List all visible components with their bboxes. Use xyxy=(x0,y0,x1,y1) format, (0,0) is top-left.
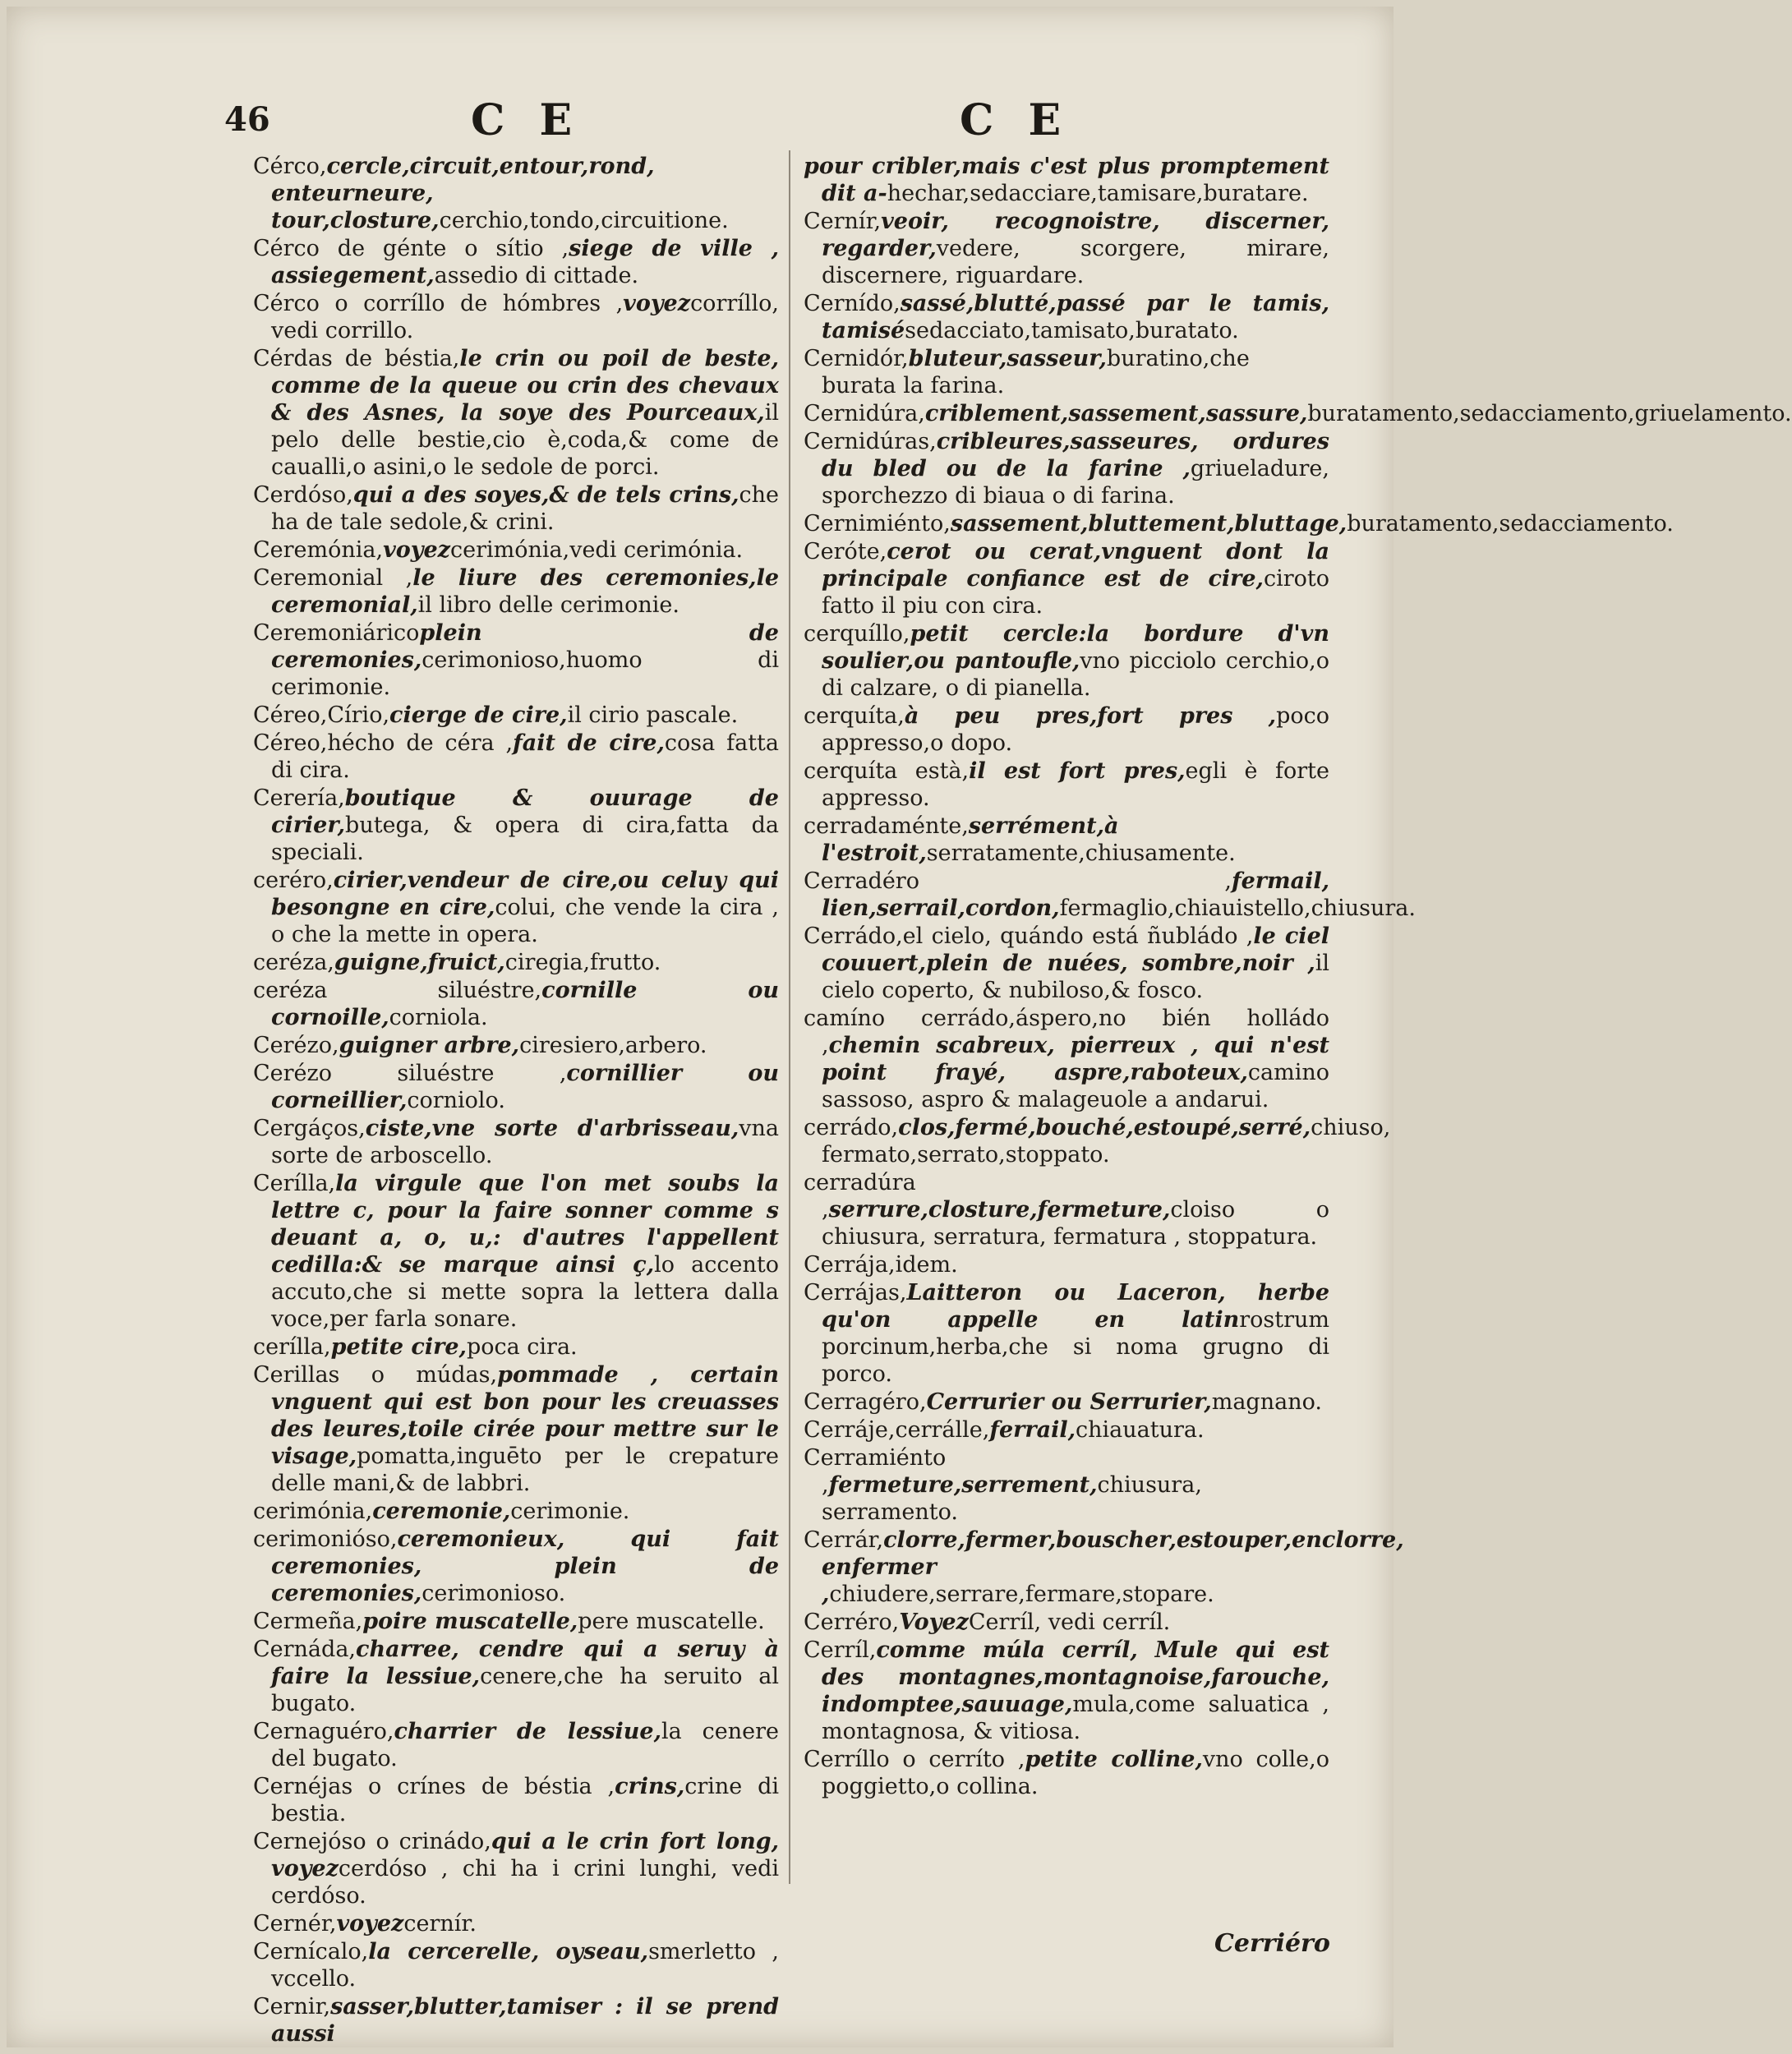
french-gloss: charree, cendre qui a seruy à faire la lessiue, xyxy=(271,1637,779,1689)
dictionary-entry xyxy=(804,428,1329,509)
headword: Cernidúras, xyxy=(804,429,937,454)
french-gloss: cirier,vendeur de cire,ou celuy qui besongne en cire, xyxy=(271,868,779,920)
french-gloss: pommade , certain vnguent qui est bon pour les creuasses des leures,toile cirée pour mettre sur le visage, xyxy=(271,1362,779,1469)
headword: Ceremónia, xyxy=(253,537,384,563)
headword: Cerrádo,el cielo, quándo está ñubládo , xyxy=(804,923,1254,949)
headword: Cernéjas o crínes de béstia , xyxy=(253,1774,615,1799)
left-column xyxy=(253,153,779,2048)
italian-gloss: rostrum porcinum,herba,che si noma grugno di porco. xyxy=(822,1307,1329,1387)
headword: Cernaguéro, xyxy=(253,1719,394,1744)
french-gloss: le ciel couuert,plein de nuées, sombre,noir , xyxy=(822,923,1329,976)
running-head-right: C E xyxy=(960,95,1071,145)
dictionary-entry xyxy=(253,564,779,619)
italian-gloss: griueladure, sporchezzo di biaua o di farina. xyxy=(822,456,1329,509)
french-gloss: bluteur,sasseur, xyxy=(908,346,1107,371)
dictionary-entry xyxy=(804,813,1329,867)
italian-gloss: vedere, scorgere, mirare, discernere, riguardare. xyxy=(822,236,1329,288)
dictionary-entry xyxy=(253,1526,779,1607)
headword: ceréro, xyxy=(253,868,334,893)
headword: Cernir, xyxy=(253,1994,331,2019)
headword: Cerrár, xyxy=(804,1527,884,1553)
headword: Cerería, xyxy=(253,785,345,811)
dictionary-entry xyxy=(253,1498,779,1525)
italian-gloss: ciroto fatto il piu con cira. xyxy=(822,566,1329,619)
italian-gloss: idem. xyxy=(895,1252,958,1278)
headword: Ceróte, xyxy=(804,539,887,564)
italian-gloss: fermaglio,chiauistello,chiusura. xyxy=(1059,896,1416,921)
dictionary-entry xyxy=(253,1115,779,1169)
headword: Cerradéro , xyxy=(804,868,1232,894)
headword: Cérco o corríllo de hómbres , xyxy=(253,291,624,316)
dictionary-entry xyxy=(804,1609,1329,1636)
italian-gloss: cerimonioso. xyxy=(422,1581,566,1606)
french-gloss: cierge de cire, xyxy=(389,702,568,728)
italian-gloss: buratino,che burata la farina. xyxy=(822,346,1250,398)
italian-gloss: poca cira. xyxy=(466,1334,578,1360)
dictionary-entry xyxy=(253,1608,779,1635)
headword: Cerillas o múdas, xyxy=(253,1362,498,1388)
running-head-left: C E xyxy=(471,95,583,145)
dictionary-entry xyxy=(253,1361,779,1497)
dictionary-entry xyxy=(804,868,1416,922)
french-gloss: fermeture,serrement, xyxy=(828,1472,1098,1498)
french-gloss: siege de ville , assiegement, xyxy=(271,236,779,288)
french-gloss: la virgule que l'on met soubs la lettre c, pour la faire sonner comme s deuant a, o, u,: d'autres l'appellent cedilla:& se marque ainsi ç, xyxy=(271,1171,779,1278)
french-gloss: il est fort pres, xyxy=(969,758,1186,784)
french-gloss: fait de cire, xyxy=(513,730,665,756)
dictionary-entry xyxy=(253,702,779,729)
headword: cerquíta està, xyxy=(804,758,970,784)
headword: cerrádo, xyxy=(804,1115,899,1140)
headword: camíno cerrádo,áspero,no bién holládo , xyxy=(804,1006,1329,1058)
headword: Cerramiénto , xyxy=(804,1445,947,1498)
book-page xyxy=(7,7,1792,2047)
dictionary-entry xyxy=(804,1251,1329,1278)
french-gloss: à peu pres,fort pres , xyxy=(904,703,1277,729)
french-gloss: fermail, lien,serrail,cordon, xyxy=(822,868,1329,921)
french-gloss: ceremonie, xyxy=(372,1499,511,1524)
headword: Cerríl, xyxy=(804,1637,877,1663)
headword: cerimónia, xyxy=(253,1499,373,1524)
italian-gloss: corniolo. xyxy=(407,1088,505,1113)
dictionary-entry xyxy=(253,1032,779,1059)
french-gloss: qui a des soyes,& de tels crins, xyxy=(352,482,739,508)
french-gloss: cornillier ou corneillier, xyxy=(271,1061,779,1113)
headword: Cérdas de béstia, xyxy=(253,346,460,371)
dictionary-entry xyxy=(804,400,1792,427)
french-gloss: qui a le crin fort long, voyez xyxy=(271,1829,779,1881)
italian-gloss: il libro delle cerimonie. xyxy=(417,592,679,618)
italian-gloss: cernír. xyxy=(403,1911,477,1937)
french-gloss: la cercerelle, oyseau, xyxy=(368,1939,649,1964)
headword: cerimonióso, xyxy=(253,1527,398,1552)
dictionary-entry xyxy=(804,290,1329,344)
dictionary-entry xyxy=(253,290,779,344)
column-divider xyxy=(789,150,790,1884)
italian-gloss: cerimonioso,huomo di cerimonie. xyxy=(271,647,779,700)
french-gloss: cerot ou cerat,vnguent dont la principale confiance est de cire, xyxy=(822,539,1329,592)
italian-gloss: buratamento,sedacciamento. xyxy=(1347,511,1674,537)
italian-gloss: pere muscatelle. xyxy=(578,1609,765,1634)
italian-gloss: sedacciato,tamisato,buratato. xyxy=(905,318,1239,343)
headword: cerquíllo, xyxy=(804,621,910,647)
dictionary-entry xyxy=(253,1718,779,1772)
french-gloss: cornille ou cornoille, xyxy=(271,978,780,1030)
italian-gloss: che ha de tale sedole,& crini. xyxy=(271,482,779,535)
french-gloss: le liure des ceremonies,le ceremonial, xyxy=(271,565,780,618)
dictionary-entry xyxy=(804,1114,1391,1168)
italian-gloss: lo accento accuto,che si mette sopra la lettera dalla voce,per farla sonare. xyxy=(271,1252,779,1332)
dictionary-entry xyxy=(253,785,779,866)
dictionary-entry xyxy=(804,1005,1329,1113)
french-gloss: cercle,circuit,entour,rond, enteurneure, tour,closture, xyxy=(271,154,655,233)
italian-gloss: chiuso, fermato,serrato,stoppato. xyxy=(822,1115,1391,1167)
headword: Cerragéro, xyxy=(804,1389,927,1415)
dictionary-entry xyxy=(253,235,779,289)
french-gloss: Cerrurier ou Serrurier, xyxy=(926,1389,1212,1415)
dictionary-entry xyxy=(253,153,779,234)
french-gloss: veoir, recognoistre, discerner, regarder, xyxy=(822,209,1329,261)
headword: Cerrája, xyxy=(804,1252,896,1278)
dictionary-entry xyxy=(804,208,1329,289)
italian-gloss: cosa fatta di cira. xyxy=(271,730,779,783)
dictionary-entry xyxy=(253,1938,779,1992)
italian-gloss: colui, che vende la cira , o che la mette in opera. xyxy=(271,895,779,947)
page-number: 46 xyxy=(224,100,270,139)
dictionary-entry xyxy=(253,1828,779,1909)
french-gloss: cribleures,sasseures, ordures du bled ou de la farine , xyxy=(822,429,1329,481)
dictionary-entry xyxy=(253,949,779,976)
dictionary-entry xyxy=(804,923,1329,1004)
italian-gloss: egli è forte appresso. xyxy=(822,758,1329,811)
headword: cerradaménte, xyxy=(804,813,969,839)
headword: cerílla, xyxy=(253,1334,331,1360)
dictionary-entry xyxy=(253,481,779,536)
page-header xyxy=(7,95,1394,153)
headword: Cergáços, xyxy=(253,1116,366,1141)
dictionary-entry xyxy=(804,1389,1329,1416)
italian-gloss: cerimonie. xyxy=(510,1499,630,1524)
french-gloss: guigne,fruict, xyxy=(334,950,505,975)
french-gloss: comme múla cerríl, Mule qui est des montagnes,montagnoise,farouche, indomptee,sauuage, xyxy=(822,1637,1329,1717)
headword: Cerríllo o cerríto , xyxy=(804,1747,1025,1772)
headword: Cerílla, xyxy=(253,1171,336,1196)
dictionary-entry xyxy=(253,1170,779,1333)
french-gloss: ciste,vne sorte d'arbrisseau, xyxy=(365,1116,739,1141)
dictionary-entry xyxy=(804,1746,1329,1800)
french-gloss: guigner arbre, xyxy=(339,1033,520,1058)
italian-gloss: camino sassoso, aspro & malageuole a andarui. xyxy=(822,1060,1329,1112)
dictionary-entry xyxy=(253,867,779,948)
italian-gloss: pomatta,inguēto per le crepature delle mani,& de labbri. xyxy=(271,1444,779,1496)
french-gloss: plein de ceremonies, xyxy=(271,620,779,673)
italian-gloss: serratamente,chiusamente. xyxy=(926,840,1236,866)
italian-gloss: magnano. xyxy=(1211,1389,1322,1415)
headword: Cernído, xyxy=(804,291,901,316)
dictionary-entry xyxy=(804,758,1329,812)
dictionary-entry xyxy=(253,1993,779,2047)
italian-gloss: Cerríl, vedi cerríl. xyxy=(968,1610,1171,1635)
dictionary-entry xyxy=(804,620,1329,702)
dictionary-entry xyxy=(253,730,779,784)
french-gloss: le crin ou poil de beste, comme de la queue ou crin des chevaux & des Asnes, la soye des Pourceaux, xyxy=(271,346,779,426)
french-gloss: chemin scabreux, pierreux , qui n'est point frayé, aspre,raboteux, xyxy=(822,1033,1329,1085)
french-gloss: ceremonieux, qui fait ceremonies, plein de ceremonies, xyxy=(271,1527,779,1606)
italian-gloss: cerchio,tondo,circuitione. xyxy=(439,208,729,233)
headword: Cernér, xyxy=(253,1911,337,1937)
french-gloss: serrure,closture,fermeture, xyxy=(828,1197,1171,1223)
headword: Cernír, xyxy=(804,209,882,234)
french-gloss: petite cire, xyxy=(330,1334,467,1360)
french-gloss: poire muscatelle, xyxy=(362,1609,578,1634)
french-gloss: sasser,blutter,tamiser : il se prend aussi xyxy=(271,1994,779,2047)
headword: Cernejóso o crinádo, xyxy=(253,1829,491,1854)
headword: Cérco de génte o sítio , xyxy=(253,236,569,261)
headword: Cérco, xyxy=(253,154,327,179)
dictionary-entry xyxy=(804,1637,1329,1745)
dictionary-entry xyxy=(804,538,1329,619)
italian-gloss: il cielo coperto, & nubiloso,& fosco. xyxy=(822,951,1329,1003)
italian-gloss: mula,come saluatica , montagnosa, & vitiosa. xyxy=(822,1692,1329,1744)
headword: Cernidór, xyxy=(804,346,909,371)
italian-gloss: corniola. xyxy=(389,1005,488,1030)
dictionary-entry xyxy=(804,1527,1404,1608)
headword: cerquíta, xyxy=(804,703,905,729)
italian-gloss: corríllo, vedi corrillo. xyxy=(271,291,779,343)
french-gloss: Voyez xyxy=(899,1610,969,1635)
dictionary-entry xyxy=(804,1169,1329,1250)
italian-gloss: il pelo delle bestie,cio è,coda,& come de caualli,o asini,o le sedole de porci. xyxy=(271,400,779,480)
dictionary-entry xyxy=(253,1910,779,1937)
italian-gloss: vno colle,o poggietto,o collina. xyxy=(822,1747,1329,1799)
dictionary-entry xyxy=(804,702,1329,757)
french-gloss: charrier de lessiue, xyxy=(394,1719,661,1744)
dictionary-entry xyxy=(804,345,1329,399)
italian-gloss: chiusura, serramento. xyxy=(822,1472,1202,1525)
italian-gloss: chiauatura. xyxy=(1075,1417,1205,1443)
dictionary-entry xyxy=(253,537,779,564)
headword: Cermeña, xyxy=(253,1609,363,1634)
headword: Cernícalo, xyxy=(253,1939,369,1964)
headword: Ceremoniárico xyxy=(253,620,420,646)
headword: Cernáda, xyxy=(253,1637,356,1662)
french-gloss: clos,fermé,bouché,estoupé,serré, xyxy=(898,1115,1311,1140)
headword: Cerréro, xyxy=(804,1610,900,1635)
dictionary-entry xyxy=(253,1333,779,1361)
french-gloss: sassement,bluttement,bluttage, xyxy=(950,511,1347,537)
italian-gloss: buratamento,sedacciamento,griuelamento. xyxy=(1307,401,1792,426)
catchword: Cerriéro xyxy=(1214,1929,1330,1958)
italian-gloss: crine di bestia. xyxy=(271,1774,779,1826)
italian-gloss: cloiso o chiusura, serratura, fermatura , stoppatura. xyxy=(822,1197,1329,1250)
headword: Cerráje,cerrálle, xyxy=(804,1417,990,1443)
french-gloss: serrément,à l'estroit, xyxy=(822,813,1119,866)
french-gloss: Laitteron ou Laceron, herbe qu'on appelle en latin xyxy=(822,1280,1329,1333)
italian-gloss: hechar,sedacciare,tamisare,buratare. xyxy=(887,181,1309,206)
italian-gloss: ciresiero,arbero. xyxy=(519,1033,707,1058)
french-gloss: pour cribler,mais c'est plus promptement dit a- xyxy=(804,154,1329,206)
dictionary-entry xyxy=(253,1060,779,1114)
french-gloss: clorre,fermer,bouscher,estouper,enclorre, enfermer , xyxy=(822,1527,1404,1607)
french-gloss: voyez xyxy=(623,291,691,316)
french-gloss: crins, xyxy=(615,1774,685,1799)
italian-gloss: ciregia,frutto. xyxy=(504,950,661,975)
italian-gloss: poco appresso,o dopo. xyxy=(822,703,1329,756)
headword: ceréza siluéstre, xyxy=(253,978,542,1003)
dictionary-entry xyxy=(804,153,1329,207)
italian-gloss: assedio di cittade. xyxy=(434,263,639,288)
french-gloss: criblement,sassement,sassure, xyxy=(924,401,1308,426)
italian-gloss: cerdóso , chi ha i crini lunghi, vedi cerdóso. xyxy=(271,1856,779,1909)
dictionary-entry xyxy=(804,1444,1329,1526)
dictionary-entry xyxy=(804,1416,1329,1444)
dictionary-entry xyxy=(253,345,779,481)
headword: cerradúra , xyxy=(804,1170,916,1223)
italian-gloss: il cirio pascale. xyxy=(567,702,739,728)
headword: Céreo,Círio, xyxy=(253,702,390,728)
italian-gloss: cerimónia,vedi cerimónia. xyxy=(450,537,744,563)
headword: Cerézo, xyxy=(253,1033,339,1058)
french-gloss: petit cercle:la bordure d'vn soulier,ou pantoufle, xyxy=(822,621,1329,674)
dictionary-entry xyxy=(253,1773,779,1827)
italian-gloss: chiudere,serrare,fermare,stopare. xyxy=(829,1582,1214,1607)
french-gloss: voyez xyxy=(383,537,450,563)
dictionary-entry xyxy=(253,619,779,701)
italian-gloss: vno picciolo cerchio,o di calzare, o di pianella. xyxy=(822,648,1329,701)
french-gloss: voyez xyxy=(336,1911,404,1937)
right-column xyxy=(804,153,1792,1801)
italian-gloss: vna sorte de arboscello. xyxy=(271,1116,779,1168)
headword: ceréza, xyxy=(253,950,334,975)
dictionary-entry xyxy=(804,1279,1329,1388)
french-gloss: sassé,blutté,passé par le tamis, tamisé xyxy=(822,291,1329,343)
headword: Ceremonial , xyxy=(253,565,413,591)
dictionary-entry xyxy=(253,977,779,1031)
italian-gloss: butega, & opera di cira,fatta da speciali. xyxy=(271,813,779,865)
french-gloss: ferrail, xyxy=(989,1417,1076,1443)
headword: Cernimiénto, xyxy=(804,511,951,537)
french-gloss: petite colline, xyxy=(1025,1747,1203,1772)
french-gloss: boutique & ouurage de cirier, xyxy=(271,785,779,838)
dictionary-entry xyxy=(804,510,1674,537)
italian-gloss: la cenere del bugato. xyxy=(271,1719,780,1771)
italian-gloss: cenere,che ha seruito al bugato. xyxy=(271,1664,780,1716)
headword: Cerézo siluéstre , xyxy=(253,1061,567,1086)
headword: Céreo,hécho de céra , xyxy=(253,730,514,756)
headword: Cernidúra, xyxy=(804,401,925,426)
headword: Cerdóso, xyxy=(253,482,353,508)
italian-gloss: smerletto , vccello. xyxy=(271,1939,780,1992)
dictionary-entry xyxy=(253,1636,779,1717)
headword: Cerrájas, xyxy=(804,1280,907,1306)
